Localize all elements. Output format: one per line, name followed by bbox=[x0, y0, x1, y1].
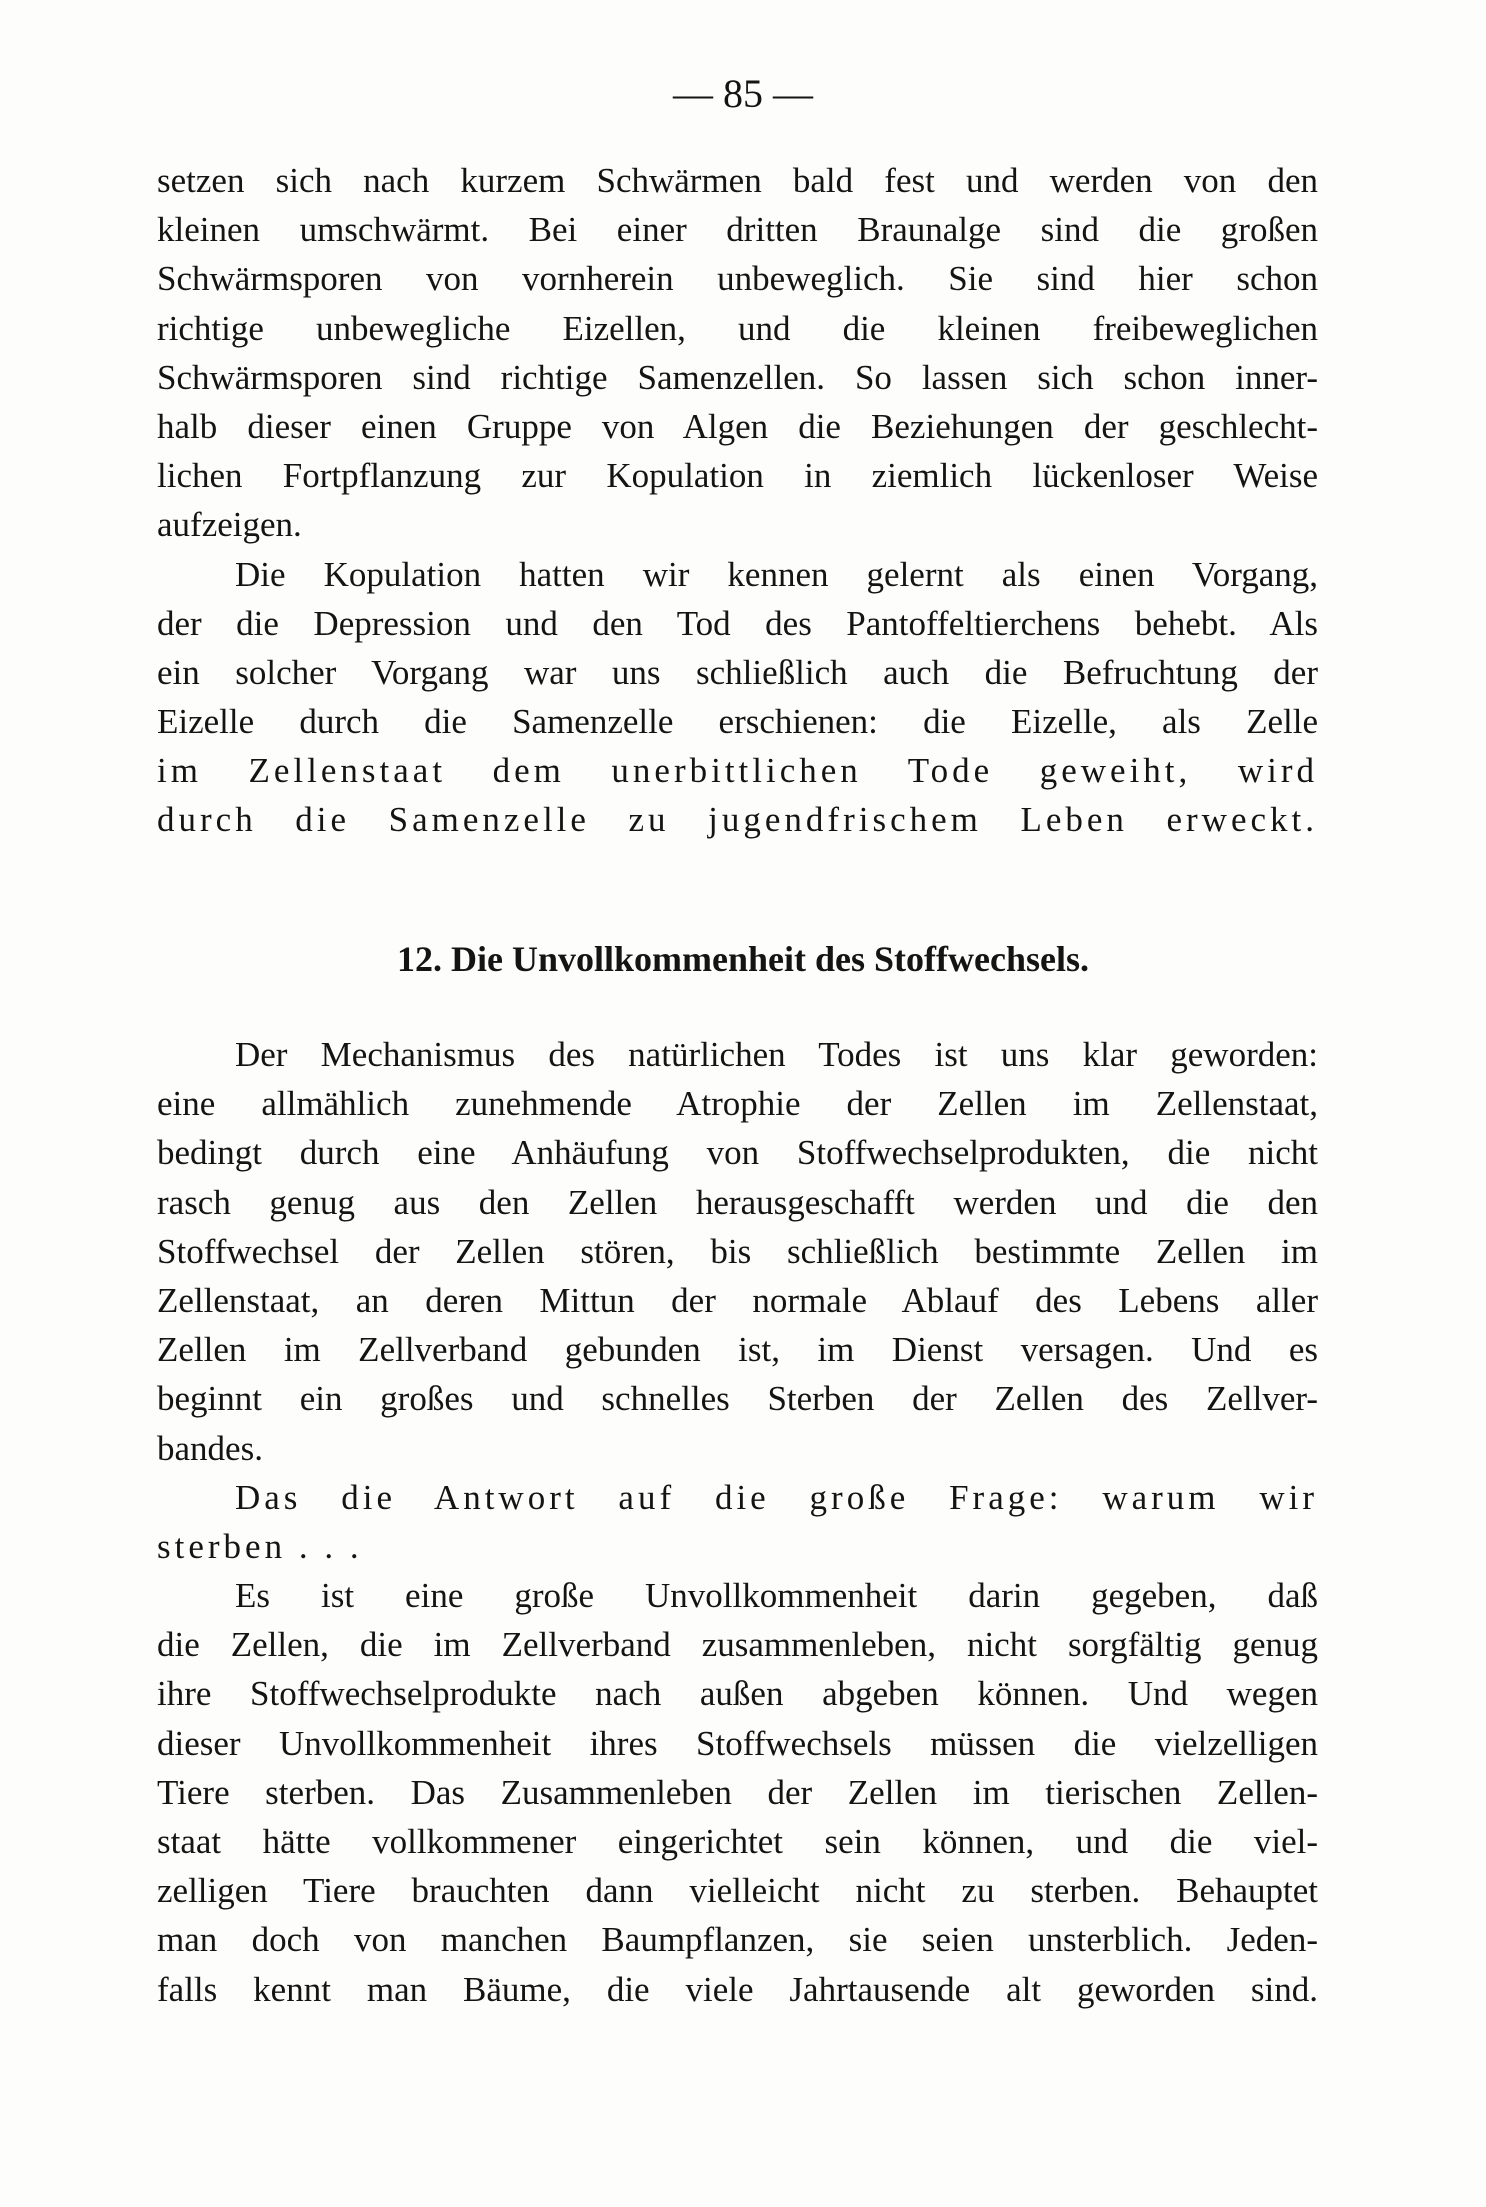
text-line: beginnt ein großes und schnelles Sterben der Zellen des Zellver- bbox=[157, 1379, 1318, 1419]
text-line: aufzeigen. bbox=[157, 505, 302, 545]
text-line: rasch genug aus den Zellen herausgeschafft werden und die den bbox=[157, 1182, 1318, 1222]
text-line: dieser Unvollkommenheit ihres Stoffwechsels müssen die vielzelligen bbox=[157, 1723, 1318, 1763]
text-line: lichen Fortpflanzung zur Kopulation in ziemlich lückenloser Weise bbox=[157, 456, 1318, 496]
text-line: Das die Antwort auf die große Frage: warum wir bbox=[235, 1477, 1318, 1517]
text-line: zelligen Tiere brauchten dann vielleicht nicht zu sterben. Behauptet bbox=[157, 1871, 1318, 1911]
text-line: die Zellen, die im Zellverband zusammenleben, nicht sorgfältig genug bbox=[157, 1625, 1318, 1665]
text-line: Es ist eine große Unvollkommenheit darin gegeben, daß bbox=[235, 1576, 1318, 1616]
text-line: ein solcher Vorgang war uns schließlich auch die Befruchtung der bbox=[157, 652, 1318, 692]
text-line: Der Mechanismus des natürlichen Todes ist uns klar geworden: bbox=[235, 1035, 1318, 1074]
text-line: der die Depression und den Tod des Pantoffeltierchens behebt. Als bbox=[157, 603, 1318, 643]
section-1-text bbox=[157, 156, 1318, 845]
text-line: Eizelle durch die Samenzelle erschienen: die Eizelle, als Zelle bbox=[157, 702, 1318, 742]
text-line: bedingt durch eine Anhäufung von Stoffwechselprodukten, die nicht bbox=[157, 1133, 1318, 1173]
text-line: Schwärmsporen von vornherein unbeweglich. Sie sind hier schon bbox=[157, 259, 1318, 299]
text-line: durch die Samenzelle zu jugendfrischem Leben erweckt. bbox=[157, 800, 1318, 840]
text-line: Zellenstaat, an deren Mittun der normale Ablauf des Lebens aller bbox=[157, 1280, 1318, 1320]
text-line: ihre Stoffwechselprodukte nach außen abgeben können. Und wegen bbox=[157, 1674, 1318, 1714]
text-line: im Zellenstaat dem unerbittlichen Tode geweiht, wird bbox=[157, 751, 1318, 791]
text-line: falls kennt man Bäume, die viele Jahrtausende alt geworden sind. bbox=[157, 1969, 1318, 2009]
text-line: sterben . . . bbox=[157, 1526, 363, 1566]
text-line: bandes. bbox=[157, 1428, 263, 1468]
text-line: setzen sich nach kurzem Schwärmen bald fest und werden von den bbox=[157, 161, 1318, 200]
text-line: halb dieser einen Gruppe von Algen die Beziehungen der geschlecht- bbox=[157, 406, 1318, 446]
text-line: staat hätte vollkommener eingerichtet sein können, und die viel- bbox=[157, 1822, 1318, 1861]
text-line: man doch von manchen Baumpflanzen, sie seien unsterblich. Jeden- bbox=[157, 1920, 1318, 1960]
text-line: Zellen im Zellverband gebunden ist, im Dienst versagen. Und es bbox=[157, 1330, 1318, 1370]
section-2-text bbox=[157, 1030, 1318, 2014]
text-line: Die Kopulation hatten wir kennen gelernt als einen Vorgang, bbox=[235, 554, 1318, 594]
text-line: richtige unbewegliche Eizellen, und die kleinen freibeweglichen bbox=[157, 308, 1318, 348]
text-line: kleinen umschwärmt. Bei einer dritten Braunalge sind die großen bbox=[157, 210, 1318, 250]
page-number: — 85 — bbox=[673, 71, 813, 116]
text-line: Tiere sterben. Das Zusammenleben der Zellen im tierischen Zellen- bbox=[157, 1772, 1318, 1812]
text-line: eine allmählich zunehmende Atrophie der Zellen im Zellenstaat, bbox=[157, 1084, 1318, 1124]
text-line: Schwärmsporen sind richtige Samenzellen. So lassen sich schon inner- bbox=[157, 357, 1318, 397]
section-heading: 12. Die Unvollkommenheit des Stoffwechsels. bbox=[397, 939, 1089, 979]
text-line: Stoffwechsel der Zellen stören, bis schließlich bestimmte Zellen im bbox=[157, 1231, 1318, 1271]
